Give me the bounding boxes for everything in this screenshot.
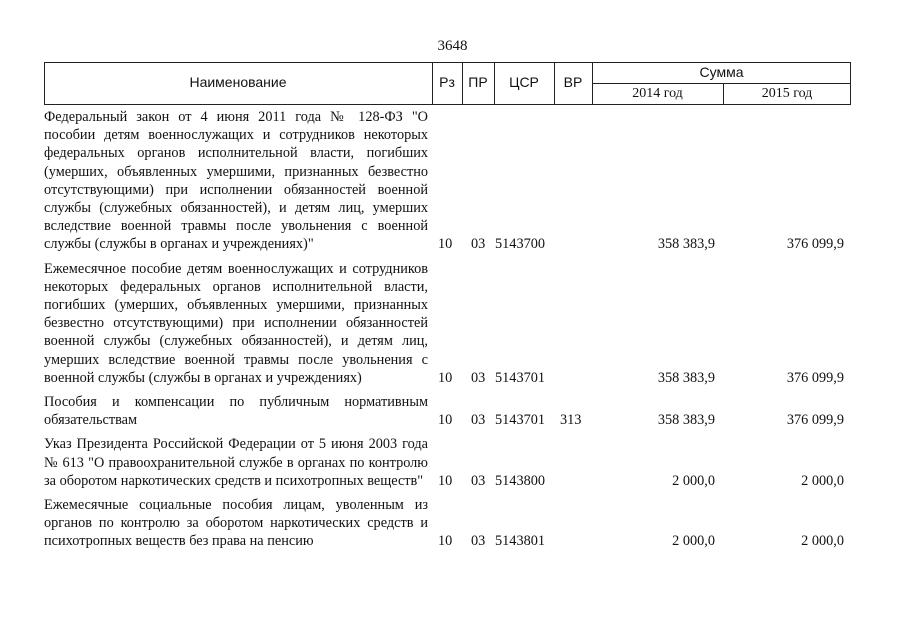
row-csr: 5143701 [495,369,546,386]
table-row [44,393,851,429]
row-name: Ежемесячное пособие детям военнослужащих и сотрудников некоторых федеральных органов исполнительной власти, погибших (умерших, объявленных умершими, признанных безвестно отсутствующими) при исполнении обязанностей военной службы (служебных обязанностей), и детям лиц, умерших вследствие военной травмы после увольнения с военной службы (службы в органах и учреждениях) [44,260,428,386]
row-sum-2014: 358 383,9 [657,236,715,253]
header-rz: Рз [439,74,455,90]
header-sum-rule [592,83,851,84]
header-pr: ПР [468,74,488,90]
row-sum-2015: 376 099,9 [786,412,844,429]
header-sum: Сумма [699,64,744,80]
row-pr: 03 [471,412,486,429]
row-sum-2014: 2 000,0 [672,533,715,550]
row-pr: 03 [471,533,486,550]
row-name: Федеральный закон от 4 июня 2011 года № 128-ФЗ "О пособии детям военнослужащих и сотрудников некоторых федеральных органов исполнительной власти, погибших (умерших, объявленных умершими, признанных безвестно отсутствующими) при исполнении обязанностей военной службы (служебных обязанностей), и детям лиц, умерших вследствие военной травмы после увольнения с военной службы (службы в органах и учреждениях)" [44,109,428,253]
row-csr: 5143801 [495,533,546,550]
row-sum-2015: 376 099,9 [786,236,844,253]
header-year-2014: 2014 год [632,86,683,101]
header-year-2015: 2015 год [761,86,813,101]
row-csr: 5143701 [495,412,546,429]
table-row [44,260,851,387]
row-csr: 5143800 [495,472,546,489]
table-row [44,496,851,551]
row-name: Ежемесячные социальные пособия лицам, уволенным из органов по контролю за оборотом наркотических средств и психотропных веществ без права на пенсию [44,497,428,550]
header-csr: ЦСР [509,74,539,90]
row-rz: 10 [438,472,453,489]
page-number: 3648 [437,38,468,54]
header-top-rule [44,62,851,63]
row-sum-2014: 358 383,9 [657,369,715,386]
row-sum-2014: 358 383,9 [657,412,715,429]
header-bottom-rule [44,104,851,105]
row-sum-2014: 2 000,0 [672,472,715,489]
row-rz: 10 [438,369,453,386]
table-body [44,108,851,557]
row-pr: 03 [471,236,486,253]
row-name: Указ Президента Российской Федерации от 5 июня 2003 года № 613 "О правоохранительной службе в органах по контролю за оборотом наркотических средств и психотропных веществ" [44,436,428,489]
row-csr: 5143700 [495,236,546,253]
row-rz: 10 [438,412,453,429]
row-sum-2015: 2 000,0 [801,472,844,489]
header-name: Наименование [189,74,287,90]
row-rz: 10 [438,236,453,253]
row-rz: 10 [438,533,453,550]
row-name: Пособия и компенсации по публичным нормативным обязательствам [44,394,428,429]
row-sum-2015: 2 000,0 [801,533,844,550]
table-row [44,435,851,490]
row-pr: 03 [471,472,486,489]
table-row [44,108,851,254]
header-vr: ВР [563,74,583,90]
row-vr: 313 [560,412,582,429]
row-sum-2015: 376 099,9 [786,369,844,386]
table-header [44,62,851,105]
row-pr: 03 [471,369,486,386]
